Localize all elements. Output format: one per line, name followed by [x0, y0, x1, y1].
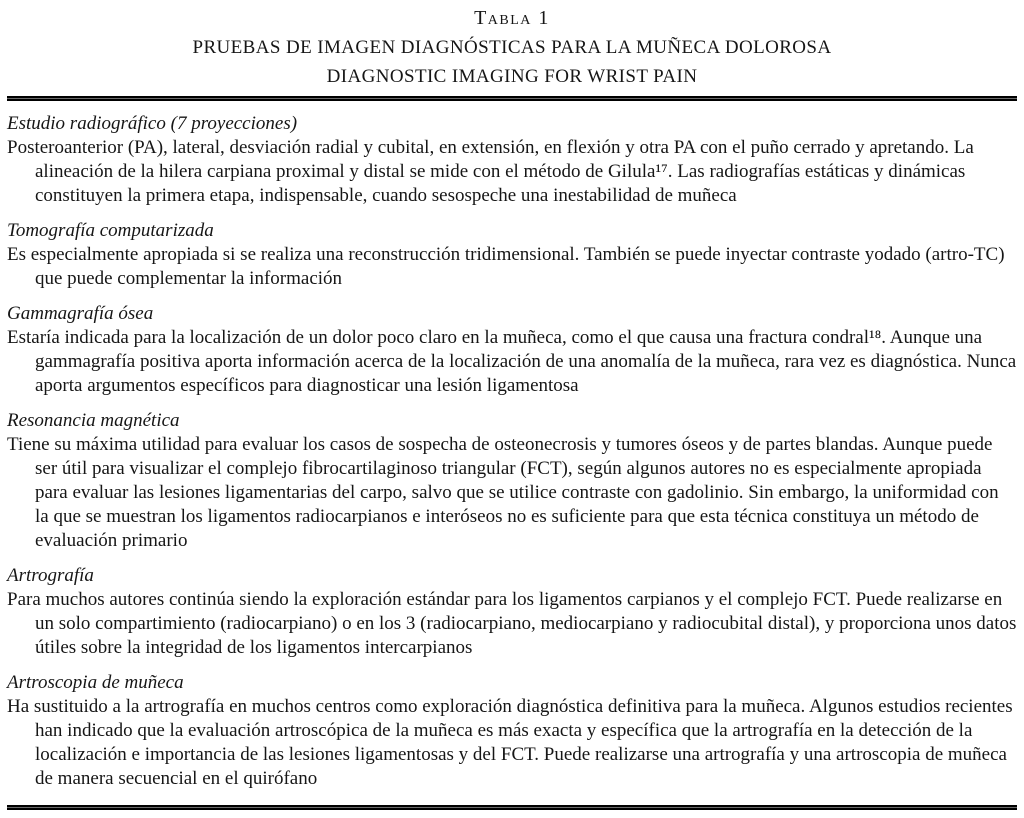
table-body: [7, 112, 1017, 791]
section-heading: Tomografía computarizada: [7, 220, 214, 241]
section-resonancia-magnetica: [7, 409, 1017, 553]
section-body: Posteroanterior (PA), lateral, desviación radial y cubital, en extensión, en flexión y otra PA con el puño cerrado y apretando. La alineación de la hilera carpiana proximal y distal se mide con el método de Gilula¹⁷. Las radiografías estáticas y dinámicas constituyen la primera etapa, indispensable, cuando sesospeche una inestabilidad de muñeca: [7, 137, 974, 206]
section-heading: Estudio radiográfico (7 proyecciones): [7, 113, 298, 134]
table-title-block: [7, 4, 1017, 91]
table-title-english: DIAGNOSTIC IMAGING FOR WRIST PAIN: [326, 66, 698, 87]
section-body: Estaría indicada para la localización de un dolor poco claro en la muñeca, como el que causa una fractura condral¹⁸. Aunque una gammagrafía positiva aporta información acerca de la localización de una anomalía de la muñeca, rara vez es diagnóstica. Nunca aporta argumentos específicos para diagnosticar una lesión ligamentosa: [7, 327, 1017, 396]
section-heading: Gammagrafía ósea: [7, 303, 154, 324]
section-heading: Resonancia magnética: [7, 410, 180, 431]
section-body: Es especialmente apropiada si se realiza una reconstrucción tridimensional. También se puede inyectar contraste yodado (artro-TC) que puede complementar la información: [7, 244, 1005, 289]
section-tomografia-computarizada: [7, 219, 1017, 291]
section-artroscopia-de-muneca: [7, 671, 1017, 791]
section-body: Tiene su máxima utilidad para evaluar los casos de sospecha de osteonecrosis y tumores óseos y de partes blandas. Aunque puede ser útil para visualizar el complejo fibrocartilaginoso triangular (FCT), según algunos autores no es especialmente apropiada para evaluar las lesiones ligamentarias del carpo, salvo que se utilice contraste con gadolinio. Sin embargo, la uniformidad con la que se muestran los ligamentos radiocarpianos e interóseos no es suficiente para que esta técnica constituya un método de evaluación primario: [7, 434, 999, 551]
table-top-rule: [7, 96, 1017, 101]
section-artrografia: [7, 564, 1017, 660]
table-label: Tabla 1: [474, 7, 550, 29]
section-estudio-radiografico: [7, 112, 1017, 208]
section-heading: Artroscopia de muñeca: [7, 672, 184, 693]
section-gammagrafia-osea: [7, 302, 1017, 398]
section-heading: Artrografía: [7, 565, 94, 586]
section-body: Ha sustituido a la artrografía en muchos centros como exploración diagnóstica definitiva para la muñeca. Algunos estudios recientes han indicado que la evaluación artroscópica de la muñeca es más exacta y específica que la artrografía en la detección de la localización e importancia de las lesiones ligamentosas y del FCT. Puede realizarse una artrografía y una artroscopia de muñeca de manera secuencial en el quirófano: [7, 696, 1013, 789]
table-bottom-rule: [7, 805, 1017, 810]
table-title-spanish: PRUEBAS DE IMAGEN DIAGNÓSTICAS PARA LA MUÑECA DOLOROSA: [192, 37, 832, 58]
section-body: Para muchos autores continúa siendo la exploración estándar para los ligamentos carpianos y el complejo FCT. Puede realizarse en un solo compartimiento (radiocarpiano) o en los 3 (radiocarpiano, mediocarpiano y radiocubital distal), y proporciona unos datos útiles sobre la integridad de los ligamentos intercarpianos: [7, 589, 1017, 658]
